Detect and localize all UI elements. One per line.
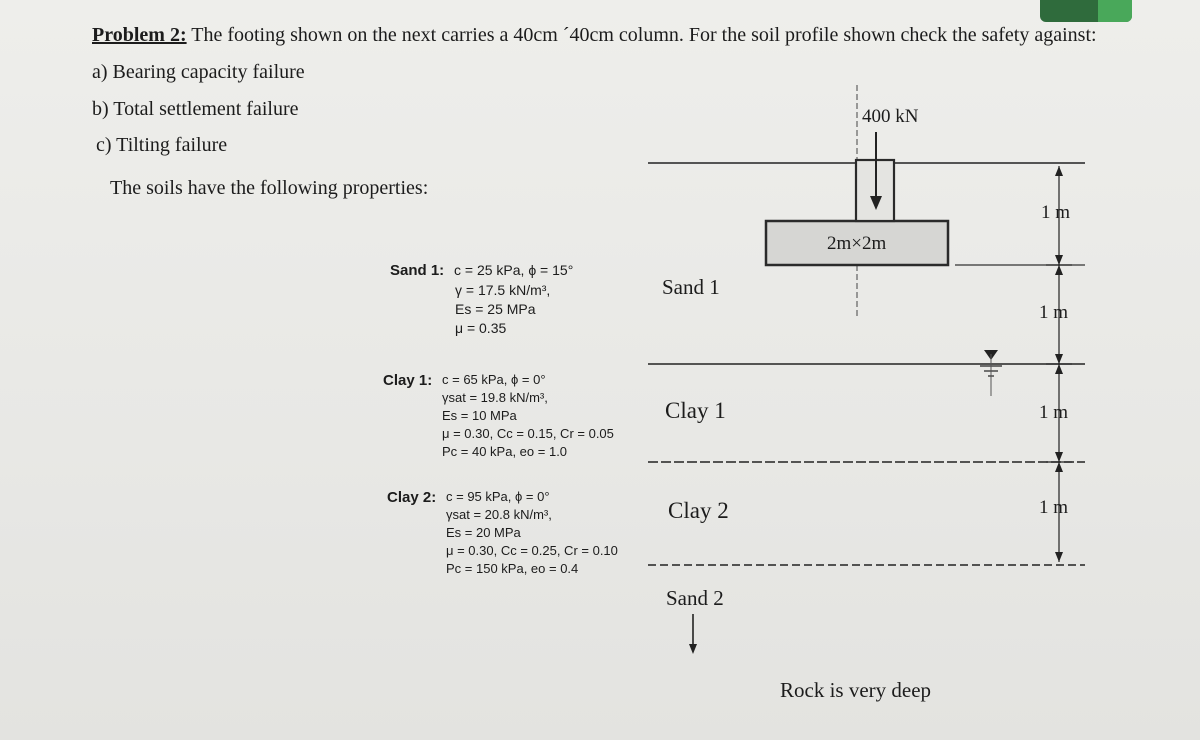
- properties-intro: The soils have the following properties:: [110, 177, 429, 199]
- problem-label: Problem 2:: [92, 24, 187, 46]
- layer-label-clay2: Clay 2: [668, 498, 729, 523]
- clay1-prop-4: μ = 0.30, Cc = 0.15, Cr = 0.05: [442, 426, 614, 441]
- sand1-prop-2: γ = 17.5 kN/m³,: [455, 282, 551, 298]
- sand2-arrow-head: [689, 644, 697, 654]
- load-label: 400 kN: [862, 106, 919, 127]
- sand1-prop-3: Es = 25 MPa: [455, 301, 536, 317]
- clay2-name: Clay 2:: [387, 489, 437, 506]
- dimension-label-2: 1 m: [1039, 302, 1069, 323]
- layer-label-sand2: Sand 2: [666, 586, 724, 610]
- footing-size-label: 2m×2m: [827, 233, 887, 254]
- sand1-name: Sand 1:: [390, 262, 445, 279]
- problem-statement: The footing shown on the next carries a 40cm ´40cm column. For the soil profile shown check the safety against:: [186, 24, 1097, 46]
- clay2-prop-1: c = 95 kPa, ϕ = 0°: [446, 489, 550, 504]
- question-c: c) Tilting failure: [96, 134, 228, 156]
- clay2-prop-2: γsat = 20.8 kN/m³,: [446, 507, 552, 522]
- clay1-prop-5: Pc = 40 kPa, eo = 1.0: [442, 444, 568, 459]
- clay2-prop-3: Es = 20 MPa: [446, 525, 521, 540]
- dimension-label-4: 1 m: [1039, 497, 1069, 518]
- dimension-label-1: 1 m: [1041, 202, 1071, 223]
- clay1-prop-1: c = 65 kPa, ϕ = 0°: [442, 372, 546, 387]
- dimension-label-3: 1 m: [1039, 402, 1069, 423]
- layer-label-sand1: Sand 1: [662, 275, 720, 299]
- question-a: a) Bearing capacity failure: [92, 61, 305, 83]
- sand1-prop-1: c = 25 kPa, ϕ = 15°: [454, 262, 574, 278]
- sand1-prop-4: μ = 0.35: [455, 320, 507, 336]
- rock-note: Rock is very deep: [780, 678, 932, 702]
- clay1-prop-2: γsat = 19.8 kN/m³,: [442, 390, 548, 405]
- clay2-prop-5: Pc = 150 kPa, eo = 0.4: [446, 561, 579, 576]
- clay1-name: Clay 1:: [383, 372, 433, 389]
- clay2-prop-4: μ = 0.30, Cc = 0.25, Cr = 0.10: [446, 543, 618, 558]
- clay1-prop-3: Es = 10 MPa: [442, 408, 517, 423]
- layer-label-clay1: Clay 1: [665, 398, 726, 423]
- question-b: b) Total settlement failure: [92, 98, 299, 120]
